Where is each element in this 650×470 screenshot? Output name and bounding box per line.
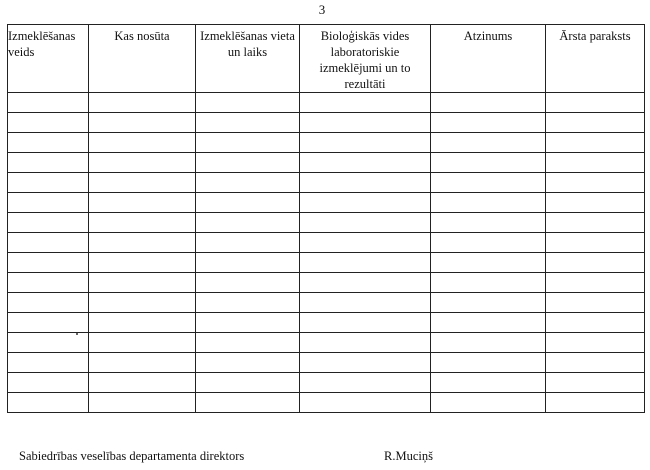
examination-record-table bbox=[7, 24, 645, 413]
table-cell bbox=[431, 353, 546, 373]
table-row bbox=[8, 213, 645, 233]
table-cell bbox=[8, 273, 89, 293]
table-cell bbox=[89, 373, 196, 393]
table-row bbox=[8, 113, 645, 133]
table-cell bbox=[89, 133, 196, 153]
table-cell bbox=[196, 153, 300, 173]
table-cell bbox=[8, 373, 89, 393]
table-row bbox=[8, 273, 645, 293]
table-cell bbox=[196, 393, 300, 413]
table-cell bbox=[431, 313, 546, 333]
table-cell bbox=[431, 293, 546, 313]
table-cell bbox=[546, 373, 645, 393]
table-cell bbox=[300, 353, 431, 373]
table-cell bbox=[8, 193, 89, 213]
table-cell bbox=[89, 273, 196, 293]
table-cell bbox=[546, 313, 645, 333]
table-cell bbox=[546, 133, 645, 153]
table-cell bbox=[196, 253, 300, 273]
table-cell bbox=[300, 373, 431, 393]
table-cell bbox=[196, 273, 300, 293]
table-cell bbox=[8, 313, 89, 333]
table-cell bbox=[196, 93, 300, 113]
column-header-examination-type: Izmeklēšanas veids bbox=[8, 25, 89, 93]
signatory-name: R.Muciņš bbox=[384, 449, 433, 463]
table-cell bbox=[8, 393, 89, 413]
table-cell bbox=[89, 153, 196, 173]
table-cell bbox=[546, 253, 645, 273]
table-cell bbox=[431, 213, 546, 233]
table-cell bbox=[300, 233, 431, 253]
table-row bbox=[8, 333, 645, 353]
table-cell bbox=[300, 133, 431, 153]
table-cell bbox=[8, 173, 89, 193]
table-cell bbox=[300, 93, 431, 113]
table-cell bbox=[196, 233, 300, 253]
table-cell bbox=[8, 113, 89, 133]
table-cell bbox=[89, 213, 196, 233]
table-cell bbox=[300, 173, 431, 193]
table-cell bbox=[196, 173, 300, 193]
table-cell bbox=[300, 253, 431, 273]
table-cell bbox=[431, 173, 546, 193]
table-cell bbox=[89, 173, 196, 193]
table-cell bbox=[196, 293, 300, 313]
table-cell bbox=[196, 193, 300, 213]
table-cell bbox=[431, 133, 546, 153]
table-cell bbox=[546, 293, 645, 313]
table-body bbox=[8, 93, 645, 413]
table-cell bbox=[546, 153, 645, 173]
table-cell bbox=[196, 133, 300, 153]
table-cell bbox=[300, 113, 431, 133]
table-cell bbox=[546, 113, 645, 133]
table-cell bbox=[8, 93, 89, 113]
table-cell bbox=[8, 253, 89, 273]
signatory-title: Sabiedrības veselības departamenta direktors bbox=[19, 449, 245, 463]
column-header-doctor-signature: Ārsta paraksts bbox=[546, 25, 645, 93]
table-cell bbox=[546, 273, 645, 293]
table-cell bbox=[8, 133, 89, 153]
table-cell bbox=[89, 353, 196, 373]
table-row bbox=[8, 353, 645, 373]
table-cell bbox=[431, 113, 546, 133]
table-cell bbox=[8, 333, 89, 353]
table-row bbox=[8, 253, 645, 273]
table-cell bbox=[300, 313, 431, 333]
table-cell bbox=[546, 93, 645, 113]
table-cell bbox=[196, 373, 300, 393]
table-cell bbox=[89, 333, 196, 353]
table-row bbox=[8, 293, 645, 313]
table-cell bbox=[300, 333, 431, 353]
table-cell bbox=[300, 273, 431, 293]
table-row bbox=[8, 93, 645, 113]
table-cell bbox=[196, 333, 300, 353]
table-cell bbox=[546, 233, 645, 253]
table-cell bbox=[89, 253, 196, 273]
table-cell bbox=[196, 113, 300, 133]
table-row bbox=[8, 133, 645, 153]
table-cell bbox=[431, 193, 546, 213]
table-row bbox=[8, 233, 645, 253]
table-cell bbox=[300, 153, 431, 173]
table-cell bbox=[89, 313, 196, 333]
table-cell bbox=[431, 153, 546, 173]
table-cell bbox=[196, 353, 300, 373]
table-cell bbox=[89, 393, 196, 413]
column-header-conclusion: Atzinums bbox=[431, 25, 546, 93]
table-cell bbox=[8, 153, 89, 173]
table-row bbox=[8, 313, 645, 333]
column-header-referred-by: Kas nosūta bbox=[89, 25, 196, 93]
table-row bbox=[8, 153, 645, 173]
stray-ink-mark bbox=[76, 333, 78, 335]
page-number: 3 bbox=[318, 2, 326, 17]
table-cell bbox=[89, 93, 196, 113]
column-header-place-and-time: Izmeklēšanas vieta un laiks bbox=[196, 25, 300, 93]
table-cell bbox=[546, 333, 645, 353]
table-cell bbox=[431, 373, 546, 393]
table-cell bbox=[431, 233, 546, 253]
table-row bbox=[8, 193, 645, 213]
table-cell bbox=[431, 393, 546, 413]
table-row bbox=[8, 173, 645, 193]
table-cell bbox=[8, 293, 89, 313]
table-row bbox=[8, 393, 645, 413]
table-cell bbox=[8, 233, 89, 253]
column-header-lab-results: Bioloģiskās vides laboratoriskie izmeklējumi un to rezultāti bbox=[300, 25, 431, 93]
table-cell bbox=[89, 113, 196, 133]
table-cell bbox=[431, 273, 546, 293]
table-cell bbox=[8, 353, 89, 373]
table-cell bbox=[89, 193, 196, 213]
table-cell bbox=[89, 233, 196, 253]
table-cell bbox=[546, 393, 645, 413]
table-cell bbox=[89, 293, 196, 313]
table-cell bbox=[300, 213, 431, 233]
table-cell bbox=[300, 293, 431, 313]
table-cell bbox=[431, 253, 546, 273]
table-header-row bbox=[8, 25, 645, 93]
table-cell bbox=[546, 213, 645, 233]
table-cell bbox=[300, 193, 431, 213]
table-cell bbox=[431, 333, 546, 353]
table-cell bbox=[546, 193, 645, 213]
table-cell bbox=[8, 213, 89, 233]
table-cell bbox=[546, 173, 645, 193]
table-cell bbox=[300, 393, 431, 413]
table-cell bbox=[546, 353, 645, 373]
table-row bbox=[8, 373, 645, 393]
table-cell bbox=[196, 213, 300, 233]
table-cell bbox=[196, 313, 300, 333]
table-cell bbox=[431, 93, 546, 113]
